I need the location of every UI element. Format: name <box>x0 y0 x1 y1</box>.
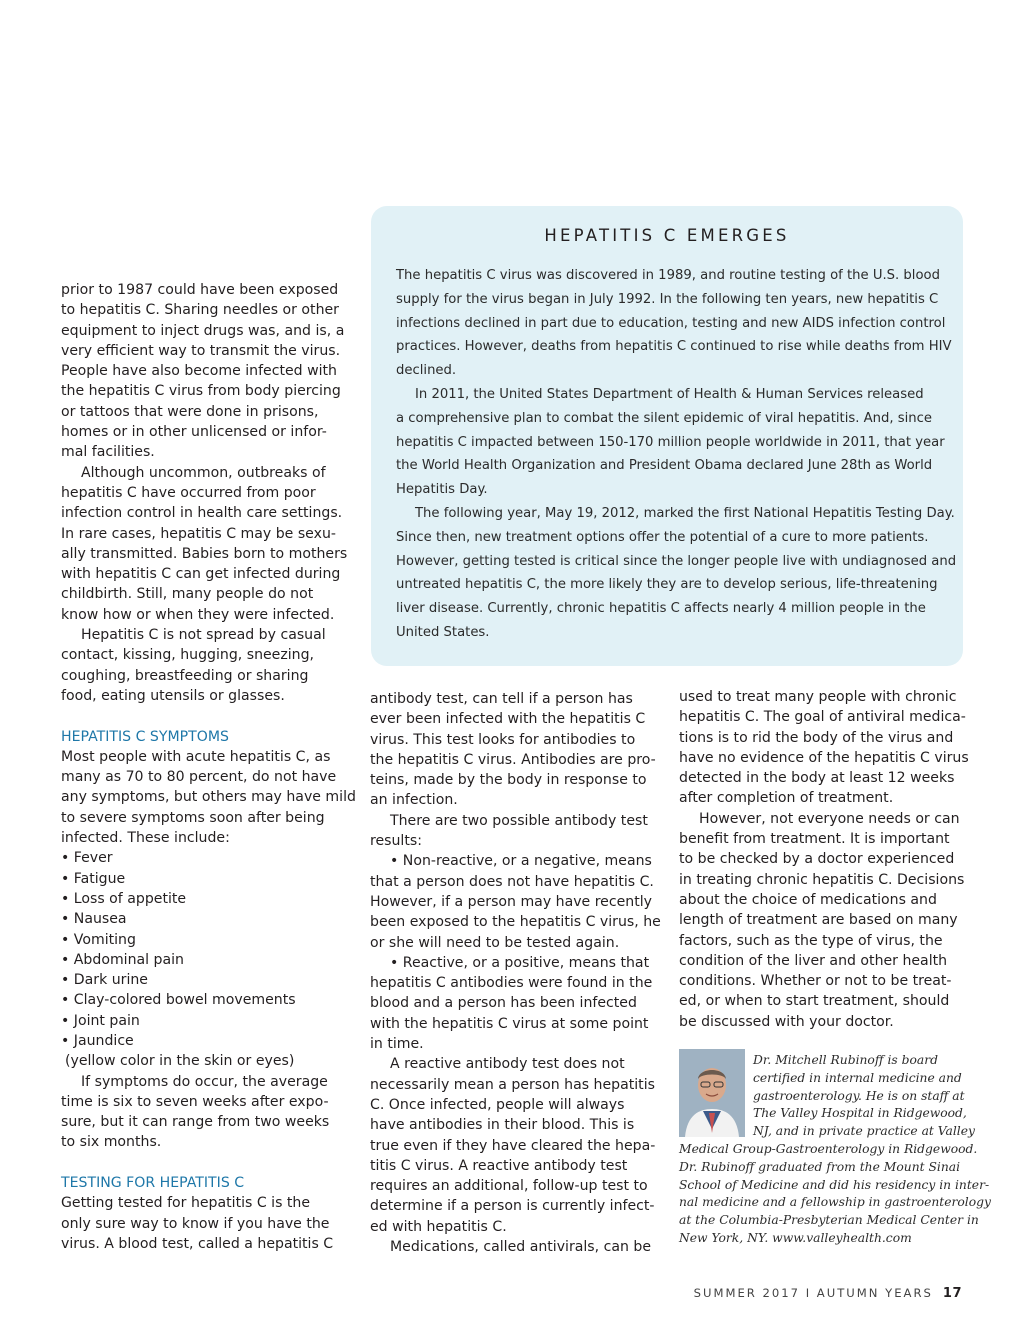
text-line: Medical Group-Gastroenterology in Ridgewood. <box>679 1141 978 1156</box>
mid-para-2 <box>370 811 660 852</box>
symptom-item: • Fatigue <box>61 870 126 887</box>
text-line: childbirth. Still, many people do not <box>61 586 314 603</box>
text-line: untreated hepatitis C, the more likely they are to develop serious, life-threatening <box>396 577 938 593</box>
text-line: the hepatitis C virus. Antibodies are pro- <box>370 751 656 768</box>
text-line: New York, NY. www.valleyhealth.com <box>679 1230 912 1245</box>
text-line: However, not everyone needs or can <box>699 810 960 827</box>
text-line: supply for the virus began in July 1992. In the following ten years, new hepatitis C <box>396 291 939 307</box>
middle-column <box>370 689 660 1257</box>
text-line: If symptoms do occur, the average <box>81 1073 328 1090</box>
right-column <box>679 687 969 1032</box>
text-line: Dr. Mitchell Rubinoff is board <box>753 1053 938 1067</box>
left-column <box>61 280 356 1254</box>
text-line: hepatitis C have occurred from poor <box>61 484 316 501</box>
text-line: The hepatitis C virus was discovered in 1989, and routine testing of the U.S. blood <box>396 268 940 283</box>
text-line: There are two possible antibody test <box>390 812 648 829</box>
mid-para-1 <box>370 689 660 811</box>
footer-label: SUMMER 2017 I AUTUMN YEARS <box>693 1286 933 1300</box>
text-line: be discussed with your doctor. <box>679 1013 894 1030</box>
text-line: time is six to seven weeks after expo- <box>61 1093 329 1110</box>
text-line: gastroenterology. He is on staff at <box>753 1088 965 1103</box>
bio-below-photo <box>679 1141 991 1248</box>
text-line: Hepatitis Day. <box>396 482 488 498</box>
text-line: People have also become infected with <box>61 363 337 380</box>
text-line: to hepatitis C. Sharing needles or other <box>61 302 339 319</box>
right-para-1 <box>679 687 969 809</box>
text-line: practices. However, deaths from hepatitis C continued to rise while deaths from HIV <box>396 339 952 355</box>
text-line: an infection. <box>370 792 458 809</box>
text-line: or she will need to be tested again. <box>370 934 620 951</box>
text-line: factors, such as the type of virus, the <box>679 932 943 949</box>
text-line: determine if a person is currently infect- <box>370 1198 655 1215</box>
text-line: Medications, called antivirals, can be <box>390 1239 652 1256</box>
mid-para-5 <box>370 1054 660 1237</box>
text-line: benefit from treatment. It is important <box>679 831 950 848</box>
text-line: homes or in other unlicensed or infor- <box>61 424 327 441</box>
text-line: food, eating utensils or glasses. <box>61 687 285 704</box>
text-line: NJ, and in private practice at Valley <box>753 1124 975 1139</box>
text-line: true even if they have cleared the hepa- <box>370 1137 656 1154</box>
symptom-item: • Vomiting <box>61 931 136 948</box>
text-line: infected. These include: <box>61 830 230 847</box>
text-line: infections declined in part due to education, testing and new AIDS infection control <box>396 315 946 331</box>
sidebar-box <box>371 206 963 666</box>
symptoms-list <box>61 848 351 1051</box>
symptom-item: • Dark urine <box>61 972 148 989</box>
sidebar-para-1 <box>396 264 956 383</box>
spacer <box>61 706 351 726</box>
mid-para-4 <box>370 953 660 1054</box>
text-line: the hepatitis C virus from body piercing <box>61 383 341 400</box>
text-line: been exposed to the hepatitis C virus, he <box>370 914 661 931</box>
symptoms-intro <box>61 747 356 848</box>
page-footer <box>694 1286 962 1301</box>
text-line: titis C virus. A reactive antibody test <box>370 1157 628 1174</box>
text-line: after completion of treatment. <box>679 790 894 807</box>
text-line: United States. <box>396 624 490 640</box>
text-line: In 2011, the United States Department of Health & Human Services released <box>415 386 924 402</box>
text-line: Dr. Rubinoff graduated from the Mount Sinai <box>679 1159 961 1174</box>
symptom-item: • Clay-colored bowel movements <box>61 992 296 1009</box>
text-line: teins, made by the body in response to <box>370 772 647 789</box>
text-line: contact, kissing, hugging, sneezing, <box>61 647 315 664</box>
text-line: mal facilities. <box>61 444 155 461</box>
text-line: have antibodies in their blood. This is <box>370 1117 635 1134</box>
text-line: to six months. <box>61 1134 162 1151</box>
text-line: very efficient way to transmit the virus. <box>61 342 341 359</box>
symptom-item: • Joint pain <box>61 1012 140 1029</box>
sidebar-body <box>396 264 956 645</box>
text-line: with hepatitis C can get infected during <box>61 566 341 583</box>
text-line: A reactive antibody test does not <box>390 1056 625 1073</box>
text-line: conditions. Whether or not to be treat- <box>679 973 952 990</box>
sidebar-title: HEPATITIS C EMERGES <box>544 226 790 245</box>
text-line: antibody test, can tell if a person has <box>370 691 633 707</box>
left-para-5 <box>61 1193 351 1254</box>
symptom-item: • Abdominal pain <box>61 951 184 968</box>
text-line: know how or when they were infected. <box>61 606 335 623</box>
text-line: requires an additional, follow-up test to <box>370 1178 648 1195</box>
testing-heading: TESTING FOR HEPATITIS C <box>61 1175 245 1192</box>
text-line: only sure way to know if you have the <box>61 1215 330 1232</box>
text-line: necessarily mean a person has hepatitis <box>370 1076 655 1093</box>
left-para-2 <box>61 463 351 625</box>
text-line: length of treatment are based on many <box>679 912 958 929</box>
symptom-item: • Loss of appetite <box>61 890 187 907</box>
text-line: have no evidence of the hepatitis C virus <box>679 749 969 766</box>
text-line: liver disease. Currently, chronic hepatitis C affects nearly 4 million people in the <box>396 601 926 617</box>
left-para-3 <box>61 625 351 706</box>
text-line: about the choice of medications and <box>679 891 937 908</box>
text-line: C. Once infected, people will always <box>370 1096 625 1113</box>
text-line: at the Columbia-Presbyterian Medical Center in <box>679 1213 979 1228</box>
author-bio <box>679 1052 991 1248</box>
text-line: with the hepatitis C virus at some point <box>370 1015 649 1032</box>
symptom-item: • Fever <box>61 850 113 867</box>
text-line: tions is to rid the body of the virus and <box>679 729 954 746</box>
text-line: prior to 1987 could have been exposed <box>61 282 339 298</box>
text-line: Getting tested for hepatitis C is the <box>61 1195 311 1212</box>
text-line: • Reactive, or a positive, means that <box>390 954 650 971</box>
text-line: ed with hepatitis C. <box>370 1218 507 1235</box>
text-line: results: <box>370 833 422 850</box>
symptom-item: • Nausea <box>61 911 127 928</box>
text-line: However, getting tested is critical since the longer people live with undiagnosed and <box>396 553 957 569</box>
text-line: many as 70 to 80 percent, do not have <box>61 769 337 786</box>
bio-beside-photo <box>679 1052 979 1141</box>
text-line: ed, or when to start treatment, should <box>679 993 950 1010</box>
text-line: the World Health Organization and President Obama declared June 28th as World <box>396 458 933 474</box>
text-line: a comprehensive plan to combat the silent epidemic of viral hepatitis. And, since <box>396 410 933 426</box>
text-line: However, if a person may have recently <box>370 893 652 910</box>
text-line: hepatitis C antibodies were found in the <box>370 975 653 992</box>
text-line: hepatitis C. The goal of antiviral medica- <box>679 709 966 726</box>
text-line: condition of the liver and other health <box>679 952 948 969</box>
mid-para-3 <box>370 851 660 952</box>
text-line: Since then, new treatment options offer the potential of a cure to more patients. <box>396 529 929 545</box>
text-line: that a person does not have hepatitis C. <box>370 873 654 890</box>
text-line: virus. A blood test, called a hepatitis C <box>61 1235 334 1252</box>
left-para-4 <box>61 1072 351 1153</box>
text-line: The Valley Hospital in Ridgewood, <box>753 1106 967 1121</box>
text-line: in treating chronic hepatitis C. Decisions <box>679 871 965 888</box>
text-line: equipment to inject drugs was, and is, a <box>61 322 345 339</box>
text-line: or tattoos that were done in prisons, <box>61 403 319 420</box>
symptom-item: • Jaundice <box>61 1032 134 1049</box>
text-line: hepatitis C impacted between 150-170 million people worldwide in 2011, that year <box>396 434 945 450</box>
text-line: Most people with acute hepatitis C, as <box>61 748 331 765</box>
mid-para-6 <box>370 1237 660 1257</box>
text-line: detected in the body at least 12 weeks <box>679 770 955 787</box>
jaundice-note: (yellow color in the skin or eyes) <box>65 1053 295 1070</box>
text-line: declined. <box>396 363 457 379</box>
text-line: sure, but it can range from two weeks <box>61 1114 330 1131</box>
right-para-2 <box>679 809 969 1032</box>
spacer <box>61 1153 351 1173</box>
text-line: infection control in health care settings. <box>61 505 343 522</box>
page-number: 17 <box>942 1286 962 1301</box>
text-line: • Non-reactive, or a negative, means <box>390 853 652 870</box>
text-line: virus. This test looks for antibodies to <box>370 731 636 748</box>
text-line: nal medicine and a fellowship in gastroenterology <box>679 1195 991 1210</box>
symptoms-heading: HEPATITIS C SYMPTOMS <box>61 728 229 745</box>
text-line: certified in internal medicine and <box>753 1070 962 1085</box>
text-line: in time. <box>370 1036 424 1053</box>
text-line: The following year, May 19, 2012, marked the first National Hepatitis Testing Day. <box>415 505 955 521</box>
text-line: ever been infected with the hepatitis C <box>370 711 646 728</box>
text-line: In rare cases, hepatitis C may be sexu- <box>61 525 336 542</box>
text-line: Hepatitis C is not spread by casual <box>81 627 326 644</box>
text-line: coughing, breastfeeding or sharing <box>61 667 309 684</box>
left-para-1 <box>61 280 351 463</box>
text-line: used to treat many people with chronic <box>679 689 957 705</box>
text-line: blood and a person has been infected <box>370 995 637 1012</box>
text-line: Although uncommon, outbreaks of <box>81 464 326 481</box>
text-line: to be checked by a doctor experienced <box>679 851 955 868</box>
text-line: any symptoms, but others may have mild <box>61 789 356 806</box>
sidebar-para-3 <box>396 502 956 645</box>
text-line: ally transmitted. Babies born to mothers <box>61 545 348 562</box>
text-line: School of Medicine and did his residency in inter- <box>679 1177 990 1192</box>
sidebar-para-2 <box>396 383 956 502</box>
text-line: to severe symptoms soon after being <box>61 809 325 826</box>
